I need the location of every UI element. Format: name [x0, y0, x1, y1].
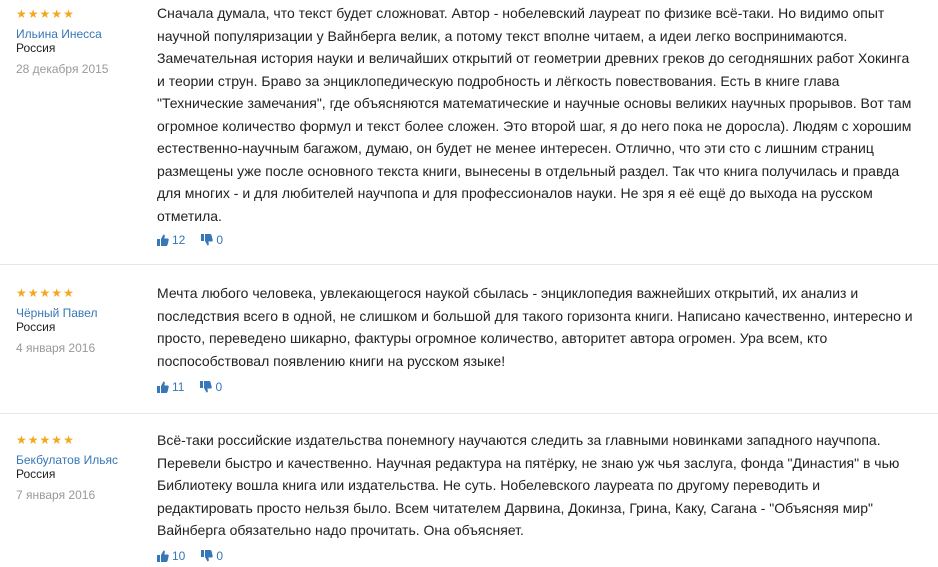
star-icon: ★ [16, 433, 27, 447]
star-icon: ★ [39, 286, 51, 300]
like-count: 12 [172, 233, 186, 247]
dislike-button[interactable] [200, 380, 222, 394]
thumbs-up-icon [157, 550, 169, 562]
thumbs-up-icon [157, 234, 169, 246]
review-item [0, 279, 938, 409]
author-name-link[interactable]: Ильина Инесса [16, 27, 102, 41]
rating-stars [16, 434, 146, 446]
review-date: 28 декабря 2015 [16, 62, 109, 76]
review-date: 7 января 2016 [16, 488, 96, 502]
author-country: Россия [16, 320, 56, 334]
review-item [0, 426, 938, 567]
review-item [0, 0, 938, 260]
vote-bar [157, 549, 239, 563]
star-icon: ★ [27, 286, 39, 300]
star-icon: ★ [51, 7, 63, 21]
star-icon: ★ [39, 433, 51, 447]
dislike-count: 0 [215, 380, 223, 394]
like-button[interactable] [157, 380, 184, 394]
dislike-button[interactable] [201, 549, 223, 563]
rating-stars [16, 287, 146, 299]
author-name-link[interactable]: Бекбулатов Ильяс [16, 453, 118, 467]
dislike-count: 0 [216, 549, 224, 563]
thumbs-down-icon [201, 550, 213, 562]
star-icon: ★ [16, 286, 27, 300]
thumbs-up-icon [157, 381, 169, 393]
vote-bar [157, 233, 239, 247]
rating-stars [16, 8, 146, 20]
thumbs-down-icon [201, 234, 213, 246]
review-author-block [16, 287, 146, 355]
star-icon: ★ [16, 7, 27, 21]
star-icon: ★ [63, 286, 74, 300]
divider [0, 264, 938, 265]
like-button[interactable] [157, 233, 185, 247]
dislike-count: 0 [216, 233, 224, 247]
star-icon: ★ [63, 433, 74, 447]
like-button[interactable] [157, 549, 185, 563]
review-date: 4 января 2016 [16, 341, 96, 355]
star-icon: ★ [51, 433, 63, 447]
review-text: Мечта любого человека, увлекающегося наукой сбылась - энциклопедия важнейших открытий, их анализ и последствия всего в одной, не слишком и большой для такого горизонта книги. Написано качественно, интересно и просто, переведено шикарно, фактуры огромное количество, авторитет автора огромен. Ура всем, кто поспособствовал появлению книги на русском языке! [157, 285, 913, 369]
review-text: Сначала думала, что текст будет сложноват. Автор - нобелевский лауреат по физике всё-таки. Но видимо опыт научной популяризации у Вайнберга велик, а потому текст вполне читаем, а идеи легко воспринимаются. Замечательная история науки и величайших открытий от геометрии древних греков до сегодняшних работ Хокинга и теории струн. Браво за энциклопедическую подробность и лёгкость повествования. Есть в книге глава "Технические замечания", где объясняются математические и научные основы великих научных прорывов. Вот там огромное количество формул и текст более сложен. Это второй шаг, я до него пока не доросла). Людям с хорошим естественно-научным багажом, думаю, он будет не менее интересен. Отлично, что эти сто с лишним страниц размещены уже после основного текста книги, вынесены в отдельный раздел. Так что книга получилась и правда для многих - и для любителей научпопа и для профессионалов науки. Не зря я её ещё до выхода на русском отметила. [157, 5, 912, 224]
star-icon: ★ [27, 7, 39, 21]
author-name-link[interactable]: Чёрный Павел [16, 306, 98, 320]
review-author-block [16, 434, 146, 502]
thumbs-down-icon [200, 381, 212, 393]
star-icon: ★ [63, 7, 74, 21]
like-count: 11 [172, 380, 185, 394]
author-country: Россия [16, 467, 56, 481]
vote-bar [157, 380, 238, 394]
review-text: Всё-таки российские издательства понемногу научаются следить за главными новинками западного научпопа. Перевели быстро и качественно. Научная редактура на пятёрку, не знаю уж чья заслуга, фонда "Династия" в чью Библиотеку вошла книга или издательства. Не суть. Нобелевского лауреата по другому переводить и редактировать просто нельзя было. Всем читателем Дарвина, Докинза, Грина, Каку, Сагана - "Объясняя мир" Вайнберга обязательно надо прочитать. Она объясняет. [157, 432, 900, 538]
author-country: Россия [16, 41, 56, 55]
review-author-block [16, 8, 146, 76]
divider [0, 413, 938, 414]
like-count: 10 [172, 549, 186, 563]
dislike-button[interactable] [201, 233, 223, 247]
star-icon: ★ [51, 286, 63, 300]
star-icon: ★ [39, 7, 51, 21]
star-icon: ★ [27, 433, 39, 447]
